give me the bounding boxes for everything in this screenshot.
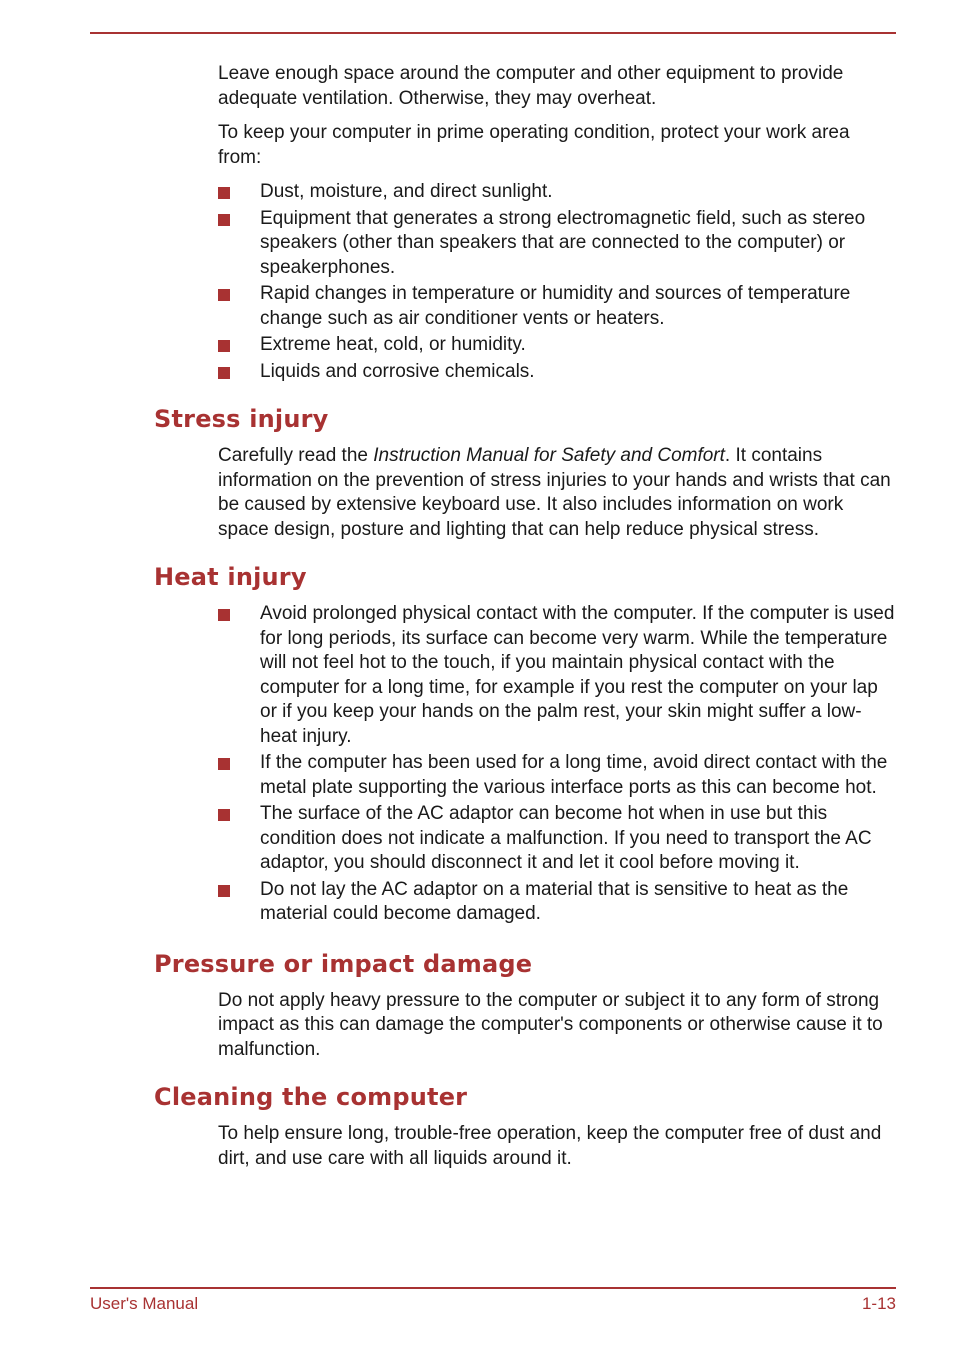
pressure-damage-heading: Pressure or impact damage — [154, 949, 533, 978]
footer-rule — [90, 1287, 896, 1289]
stress-injury-paragraph: Carefully read the Instruction Manual for Safety and Comfort. It contains information on the prevention of stress injuries to your hands and wrists that can be caused by extensive keyboard use. It also includes information on work space design, posture and lighting that can help reduce physical stress. — [218, 445, 891, 540]
list-item: Extreme heat, cold, or humidity. — [218, 333, 898, 358]
manual-title: Instruction Manual for Safety and Comfort — [373, 445, 725, 466]
list-item: Dust, moisture, and direct sunlight. — [218, 180, 898, 205]
list-item: Avoid prolonged physical contact with the computer. If the computer is used for long periods, its surface can become very warm. While the temperature will not feel hot to the touch, if you maintain physical contact with the computer for a long time, for example if you rest the computer on your lap or if you keep your hands on the palm rest, your skin might suffer a low-heat injury. — [218, 602, 898, 749]
list-item: Liquids and corrosive chemicals. — [218, 360, 898, 385]
list-item: The surface of the AC adaptor can become hot when in use but this condition does not indicate a malfunction. If you need to transport the AC adaptor, you should disconnect it and let it cool before moving it. — [218, 802, 898, 876]
list-item: If the computer has been used for a long time, avoid direct contact with the metal plate supporting the various interface ports as this can become hot. — [218, 751, 898, 800]
bullet-square-icon — [218, 758, 230, 770]
header-rule — [90, 32, 896, 34]
intro-paragraph-2: To keep your computer in prime operating condition, protect your work area from: — [218, 122, 850, 168]
pressure-damage-paragraph: Do not apply heavy pressure to the computer or subject it to any form of strong impact as this can damage the computer's components or otherwise cause it to malfunction. — [218, 989, 883, 1060]
bullet-square-icon — [218, 187, 230, 199]
heat-injury-heading: Heat injury — [154, 563, 307, 591]
cleaning-paragraph: To help ensure long, trouble-free operation, keep the computer free of dust and dirt, and use care with all liquids around it. — [218, 1123, 882, 1169]
stress-injury-heading: Stress injury — [154, 405, 329, 433]
cleaning-heading: Cleaning the computer — [154, 1083, 468, 1111]
list-item: Equipment that generates a strong electromagnetic field, such as stereo speakers (other than speakers that are connected to the computer) or speakerphones. — [218, 207, 898, 281]
bullet-square-icon — [218, 340, 230, 352]
page-content — [0, 62, 954, 1181]
intro-paragraph-1: Leave enough space around the computer and other equipment to provide adequate ventilation. Otherwise, they may overheat. — [218, 63, 844, 109]
bullet-square-icon — [218, 214, 230, 226]
bullet-square-icon — [218, 885, 230, 897]
work-area-list — [218, 180, 898, 384]
list-item: Do not lay the AC adaptor on a material that is sensitive to heat as the material could become damaged. — [218, 878, 898, 927]
page-number: 1-13 — [861, 1294, 896, 1313]
bullet-square-icon — [218, 289, 230, 301]
footer-manual-title: User's Manual — [90, 1294, 199, 1313]
bullet-square-icon — [218, 367, 230, 379]
heat-injury-list — [218, 602, 898, 927]
bullet-square-icon — [218, 609, 230, 621]
bullet-square-icon — [218, 809, 230, 821]
list-item: Rapid changes in temperature or humidity and sources of temperature change such as air conditioner vents or heaters. — [218, 282, 898, 331]
